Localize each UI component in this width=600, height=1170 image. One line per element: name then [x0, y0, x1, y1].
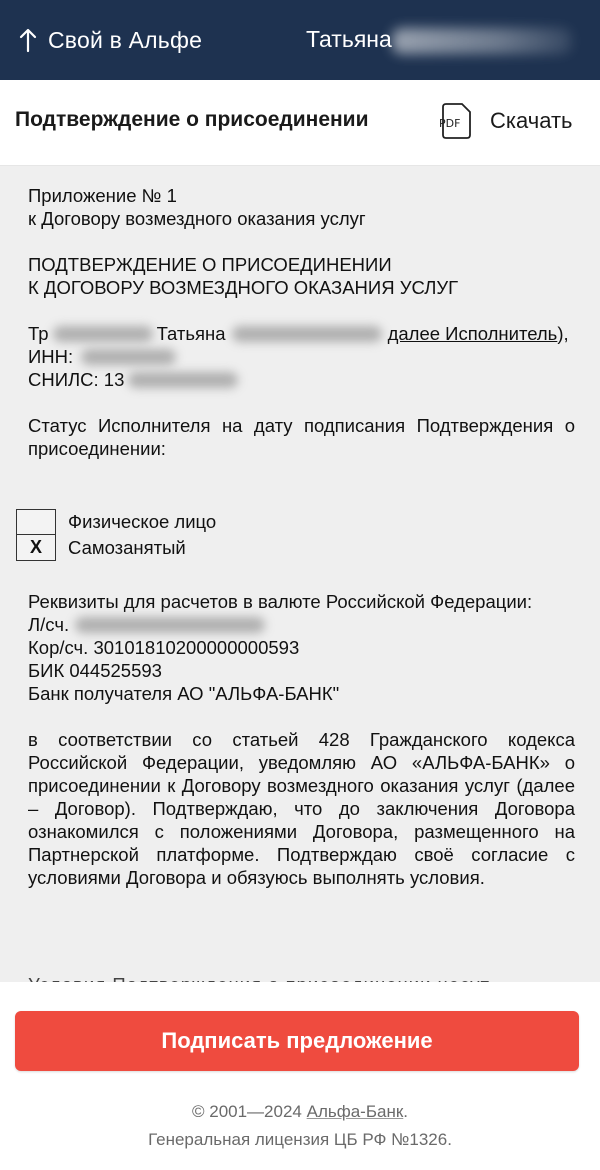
party-block [28, 322, 575, 391]
snils-label: СНИЛС: 13 [28, 369, 125, 390]
copyright-prefix: © 2001—2024 [191, 1102, 302, 1121]
redacted-snils [128, 372, 238, 388]
account-label: Л/сч. [28, 614, 70, 635]
checkbox-individual-label: Физическое лицо [68, 511, 217, 532]
download-label: Скачать [490, 108, 573, 133]
party-suffix-end: ), [557, 323, 569, 344]
bottom-panel [0, 982, 600, 1170]
document-header [0, 80, 600, 166]
party-name: Татьяна [156, 323, 226, 344]
redacted-account [75, 617, 265, 633]
heading-line-2: К ДОГОВОРУ ВОЗМЕЗДНОГО ОКАЗАНИЯ УСЛУГ [28, 277, 459, 298]
bank-name: Банк получателя АО "АЛЬФА-БАНК" [28, 683, 340, 704]
checkbox-individual-row [16, 509, 216, 535]
party-suffix-link: далее Исполнитель [387, 323, 558, 344]
license-text: Генеральная лицензия ЦБ РФ №1326. [148, 1130, 452, 1149]
footer [0, 1098, 600, 1154]
checkbox-selfemployed-row [16, 535, 216, 561]
copyright-line [0, 1098, 600, 1126]
pdf-file-icon [438, 102, 472, 140]
appendix-block [28, 184, 575, 230]
user-name: Татьяна [306, 26, 392, 52]
requisites-title: Реквизиты для расчетов в валюте Российской Федерации: [28, 591, 533, 612]
redacted-user-surname [392, 28, 572, 54]
back-button[interactable] [0, 27, 202, 54]
inn-label: ИНН: [28, 346, 74, 367]
snils-line [28, 368, 575, 391]
redacted-patronymic [232, 326, 382, 342]
sign-offer-button[interactable]: Подписать предложение [15, 1011, 579, 1071]
party-line [28, 322, 575, 345]
document-body-continued [28, 590, 575, 912]
appendix-line-2: к Договору возмездного оказания услуг [28, 208, 366, 229]
status-checkboxes [16, 509, 216, 561]
checkbox-selfemployed: X [16, 535, 56, 561]
page-title: Подтверждение о присоединении [15, 108, 369, 131]
inn-line [28, 345, 575, 368]
redacted-inn [81, 349, 176, 365]
document-body [28, 184, 575, 483]
alfa-bank-link[interactable]: Альфа-Банк [306, 1102, 404, 1121]
corr-account: Кор/сч. 30101810200000000593 [28, 637, 300, 658]
account-line [28, 613, 575, 636]
svg-text:PDF: PDF [439, 117, 461, 130]
status-text: Статус Исполнителя на дату подписания Подтверждения о присоединении: [28, 415, 575, 459]
document-viewer[interactable] [0, 166, 600, 982]
appendix-line-1: Приложение № 1 [28, 185, 177, 206]
heading-line-1: ПОДТВЕРЖДЕНИЕ О ПРИСОЕДИНЕНИИ [28, 254, 392, 275]
download-button[interactable] [438, 102, 573, 140]
arrow-up-icon [18, 27, 38, 53]
checkbox-selfemployed-label: Самозанятый [68, 537, 186, 558]
document-heading [28, 253, 575, 299]
party-prefix: Тр [28, 323, 49, 344]
redacted-surname [53, 326, 153, 342]
checkbox-individual [16, 509, 56, 535]
agreement-text: в соответствии со статьей 428 Гражданского кодекса Российской Федерации, уведомляю АО «АЛЬФА-БАНК» о присоединении к Договору возмездного оказания услуг (далее – Договор). Подтверждаю, что до заключения Договора ознакомился с положениями Договора, размещенного на Партнерской платформе. Подтверждаю своё согласие с условиями Договора и обязуюсь выполнять условия. [28, 729, 575, 888]
bik: БИК 044525593 [28, 660, 162, 681]
top-bar [0, 0, 600, 80]
back-label: Свой в Альфе [48, 26, 203, 53]
requisites-block [28, 590, 575, 705]
copyright-suffix: . [403, 1102, 408, 1121]
